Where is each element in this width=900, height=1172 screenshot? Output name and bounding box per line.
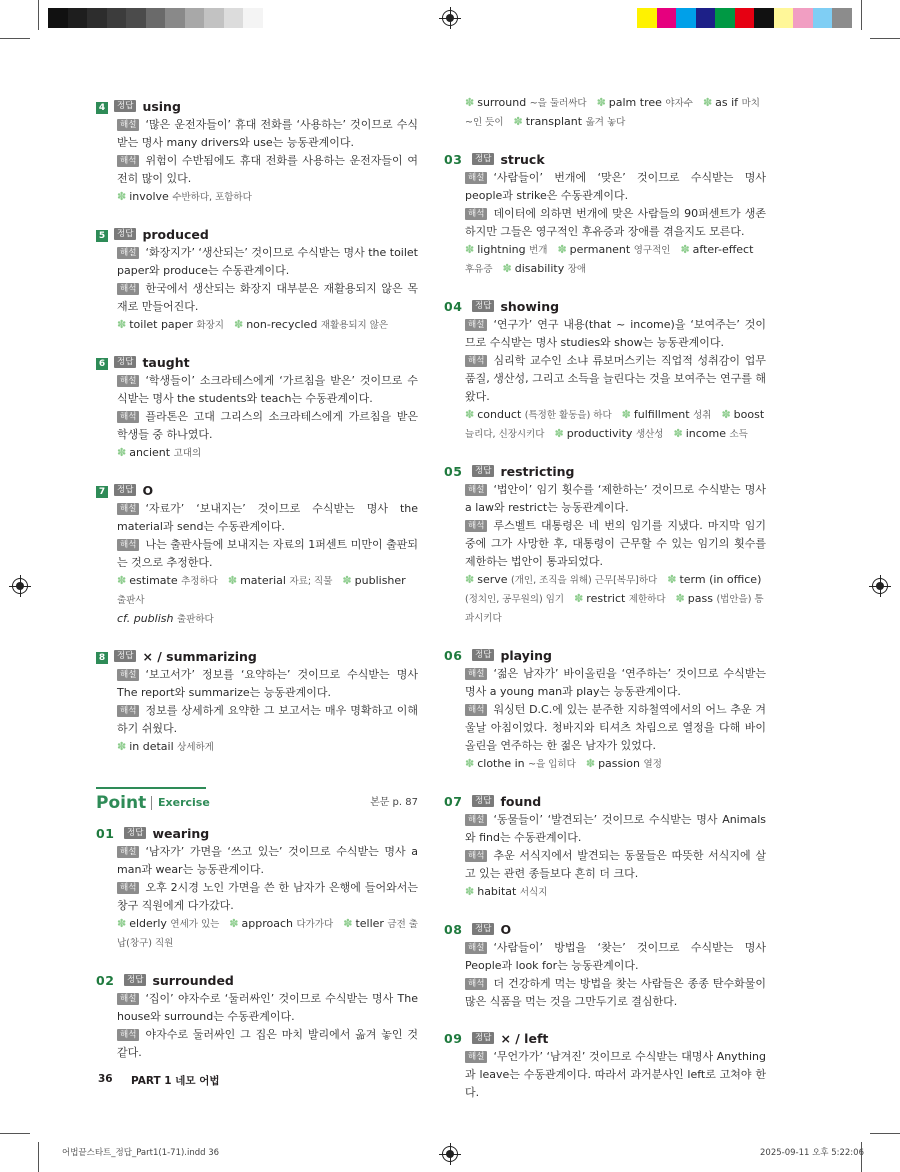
explanation-tag: 해설 <box>465 1051 487 1063</box>
answer-item <box>444 149 766 279</box>
translation: 해석 추운 서식지에서 발견되는 동물들은 따뜻한 서식지에 살고 있는 관련 종들보다 흔히 더 크다. <box>465 849 766 880</box>
vocab-star-icon: ✽ <box>117 740 127 753</box>
vocab-list <box>465 755 766 774</box>
vocab-word: boost <box>733 408 765 421</box>
vocab-star-icon: ✽ <box>557 243 567 256</box>
item-number: 05 <box>444 463 463 479</box>
answer-tag: 정답 <box>472 465 494 477</box>
answer-tag: 정답 <box>472 300 494 312</box>
vocab-star-icon: ✽ <box>117 917 127 930</box>
vocab-word: term (in office) <box>679 573 762 586</box>
vocab-star-icon: ✽ <box>585 757 596 770</box>
vocab-gloss: 번개 <box>529 245 548 256</box>
item-number: 06 <box>444 647 463 663</box>
answer-line <box>444 919 766 939</box>
translation-tag: 해석 <box>117 539 139 551</box>
answer-item <box>96 970 418 1062</box>
translation-tag: 해석 <box>117 411 139 423</box>
vocab-gloss: 장애 <box>567 264 587 275</box>
vocab-star-icon: ✽ <box>675 592 685 605</box>
vocab-list <box>117 316 418 335</box>
item-number-box: 8 <box>96 652 108 664</box>
vocab-word: non-recycled <box>246 318 321 331</box>
vocab-gloss: 수반하다, 포함하다 <box>172 192 252 203</box>
vocab-gloss: 열정 <box>643 759 662 770</box>
translation: 해석 나는 출판사들에 보내지는 자료의 1퍼센트 미만이 출판되는 것으로 추정한다. <box>117 538 418 569</box>
vocab-word: ancient <box>129 446 174 459</box>
crop-mark <box>870 38 900 39</box>
answer-item <box>444 1028 766 1102</box>
point-exercise-header <box>96 787 418 817</box>
translation-tag: 해석 <box>117 1029 139 1041</box>
vocab-gloss: (개인, 조직을 위해) 근무[복무]하다 <box>511 575 658 586</box>
answer-body <box>444 1048 766 1102</box>
explanation-tag: 해설 <box>465 668 487 680</box>
crop-mark <box>861 0 862 30</box>
answer-text: × / summarizing <box>142 648 257 664</box>
explanation-tag: 해설 <box>465 484 487 496</box>
vocab-gloss: 다가가다 <box>296 919 334 930</box>
explanation-tag: 해설 <box>117 993 139 1005</box>
translation: 해석 위험이 수반됨에도 휴대 전화를 사용하는 운전자들이 여전히 많이 있다. <box>117 154 418 185</box>
vocab-word: approach <box>241 917 297 930</box>
explanation: 해설 ‘보고서가’ 정보를 ‘요약하는’ 것이므로 수식받는 명사 The report와 summarize는 능동관계이다. <box>117 668 418 699</box>
answer-body <box>444 811 766 902</box>
vocab-star-icon: ✽ <box>229 917 239 930</box>
explanation: 해설 ‘집이’ 야자수로 ‘둘러싸인’ 것이므로 수식받는 명사 The house와 surround는 수동관계이다. <box>117 992 418 1023</box>
answer-item <box>444 296 766 444</box>
answer-tag: 정답 <box>114 228 136 240</box>
item-number <box>96 355 114 370</box>
color-swatch <box>715 8 735 28</box>
vocab-gloss: ~을 둘러싸다 <box>529 98 587 109</box>
cf-word: cf. publish <box>117 612 177 625</box>
vocab-word: habitat <box>477 885 520 898</box>
answer-tag: 정답 <box>124 827 146 839</box>
vocab-gloss: (정치인, 공무원의) 임기 <box>465 594 565 605</box>
answer-tag: 정답 <box>472 923 494 935</box>
vocab-word: income <box>685 427 730 440</box>
vocab-gloss: ~을 입히다 <box>528 759 576 770</box>
answer-line <box>444 461 766 481</box>
crop-mark <box>870 1133 900 1134</box>
item-number-box: 4 <box>96 102 108 114</box>
vocab-list <box>117 738 418 757</box>
answer-item <box>96 823 418 953</box>
vocab-star-icon: ✽ <box>342 574 352 587</box>
left-column <box>96 96 418 1079</box>
translation-tag: 해석 <box>465 520 487 532</box>
answer-text: produced <box>142 226 209 242</box>
answer-line <box>444 645 766 665</box>
vocab-star-icon: ✽ <box>465 573 475 586</box>
translation-tag: 해석 <box>465 978 487 990</box>
answer-text: restricting <box>500 463 575 479</box>
vocab-gloss: 추정하다 <box>181 576 218 587</box>
crop-mark <box>38 0 39 30</box>
translation-tag: 해석 <box>117 882 139 894</box>
explanation: 해설 ‘자료가’ ‘보내지는’ 것이므로 수식받는 명사 the material과 send는 수동관계이다. <box>117 502 418 533</box>
vocab-gloss: (법안을) 통과시키다 <box>465 594 764 624</box>
explanation-tag: 해설 <box>117 503 139 515</box>
answer-line <box>444 296 766 316</box>
answer-item <box>96 480 418 629</box>
answer-body <box>96 116 418 207</box>
translation-tag: 해석 <box>465 704 487 716</box>
translation-tag: 해석 <box>465 355 487 367</box>
vocab-star-icon: ✽ <box>574 592 584 605</box>
explanation: 해설 ‘동물들이’ ‘발견되는’ 것이므로 수식받는 명사 Animals와 find는 수동관계이다. <box>465 813 766 844</box>
vocab-gloss: 출판사 <box>117 595 145 606</box>
item-number <box>96 483 114 498</box>
slug-date: 2025-09-11 오후 5:22:06 <box>760 1148 864 1158</box>
vocab-star-icon: ✽ <box>702 96 713 109</box>
vocab-gloss: 화장지 <box>196 320 224 331</box>
vocab-gloss: 마치 ~인 듯이 <box>465 98 760 128</box>
cf-note <box>117 610 418 629</box>
crop-mark <box>38 1142 39 1172</box>
vocab-gloss: 소득 <box>729 429 748 440</box>
item-number-box: 7 <box>96 486 108 498</box>
gray-swatch <box>224 8 244 28</box>
vocab-word: permanent <box>569 243 634 256</box>
vocab-gloss: 옮겨 놓다 <box>585 117 626 128</box>
vocab-gloss: 상세하게 <box>177 742 214 753</box>
answer-item <box>96 646 418 757</box>
vocab-star-icon: ✽ <box>621 408 631 421</box>
answer-tag: 정답 <box>472 795 494 807</box>
answer-body <box>96 666 418 757</box>
vocab-word: estimate <box>129 574 182 587</box>
registration-mark-top <box>439 7 461 29</box>
vocab-star-icon: ✽ <box>227 574 238 587</box>
explanation-tag: 해설 <box>465 319 487 331</box>
translation: 해석 워싱턴 D.C.에 있는 분주한 지하철역에서의 어느 추운 겨울날 아침이었다. 청바지와 티셔츠 차림으로 열정을 다해 바이올린을 연주하는 한 젊은 남자가 있었다. <box>465 703 766 752</box>
vocab-gloss: 후유증 <box>465 264 493 275</box>
vocab-word: after-effect <box>692 243 754 256</box>
answer-item <box>96 96 418 207</box>
color-swatch <box>754 8 774 28</box>
vocab-word: pass <box>687 592 717 605</box>
vocab-gloss: 제한하다 <box>628 594 666 605</box>
item-number: 04 <box>444 298 463 314</box>
vocab-word: material <box>240 574 290 587</box>
answer-item <box>444 461 766 628</box>
answer-line <box>96 224 418 244</box>
vocab-star-icon: ✽ <box>465 96 475 109</box>
vocab-star-icon: ✽ <box>117 190 127 203</box>
item-number-box: 5 <box>96 230 108 242</box>
vocab-gloss: 영구적인 <box>633 245 671 256</box>
item-number: 07 <box>444 793 463 809</box>
vocab-word: lightning <box>477 243 530 256</box>
answer-item <box>96 224 418 335</box>
registration-mark-right <box>869 575 891 597</box>
slug-file-name: 어법끝스타트_정답_Part1(1-71).indd 36 <box>62 1148 220 1158</box>
vocab-word: palm tree <box>608 96 666 109</box>
answer-body <box>444 665 766 774</box>
explanation: 해설 ‘연구가’ 연구 내용(that ~ income)을 ‘보여주는’ 것이므로 수식받는 명사 studies와 show는 능동관계이다. <box>465 318 766 349</box>
explanation-tag: 해설 <box>117 119 139 131</box>
explanation: 해설 ‘사람들이’ 번개에 ‘맞은’ 것이므로 수식받는 명사 people과 strike은 수동관계이다. <box>465 171 766 202</box>
vocab-star-icon: ✽ <box>117 574 127 587</box>
translation: 해석 한국에서 생산되는 화장지 대부분은 재활용되지 않은 목재로 만들어진다. <box>117 282 418 313</box>
translation: 해석 정보를 상세하게 요약한 그 보고서는 매우 명확하고 이해하기 쉬웠다. <box>117 704 418 735</box>
answer-line <box>96 96 418 116</box>
answer-line <box>96 480 418 500</box>
vocab-star-icon: ✽ <box>554 427 564 440</box>
translation: 해석 데이터에 의하면 번개에 맞은 사람들의 90퍼센트가 생존하지만 그들은 영구적인 후유증과 장애를 겪을지도 모른다. <box>465 207 766 238</box>
cf-gloss: 출판하다 <box>176 614 214 625</box>
answer-body <box>444 169 766 279</box>
vocab-gloss: 금전 출납(창구) 직원 <box>117 919 418 949</box>
vocab-word: clothe in <box>477 757 529 770</box>
explanation: 해설 ‘법안이’ 임기 횟수를 ‘제한하는’ 것이므로 수식받는 명사 a law와 restrict는 능동관계이다. <box>465 483 766 514</box>
item-number: 09 <box>444 1030 463 1046</box>
item-number <box>96 649 114 664</box>
vocab-gloss: 성취 <box>693 410 712 421</box>
vocab-star-icon: ✽ <box>117 446 127 459</box>
answer-body <box>96 244 418 335</box>
vocab-gloss: 자료; 직물 <box>289 576 333 587</box>
answer-tag: 정답 <box>114 484 136 496</box>
answer-tag: 정답 <box>472 649 494 661</box>
translation-tag: 해석 <box>117 155 139 167</box>
crop-mark <box>0 1133 30 1134</box>
item-number-box: 6 <box>96 358 108 370</box>
answer-tag: 정답 <box>472 1032 494 1044</box>
answer-line <box>96 823 418 843</box>
explanation: 해설 ‘많은 운전자들이’ 휴대 전화를 ‘사용하는’ 것이므로 수식받는 명사 many drivers와 use는 능동관계이다. <box>117 118 418 149</box>
answer-tag: 정답 <box>472 153 494 165</box>
answer-body <box>96 990 418 1062</box>
gray-swatch <box>165 8 185 28</box>
explanation-tag: 해설 <box>465 172 487 184</box>
vocab-star-icon: ✽ <box>465 243 475 256</box>
crop-mark <box>0 38 30 39</box>
item-number: 01 <box>96 825 115 841</box>
answer-line <box>96 970 418 990</box>
answer-body <box>444 481 766 628</box>
explanation-tag: 해설 <box>465 942 487 954</box>
vocab-list <box>465 571 766 628</box>
answer-tag: 정답 <box>114 100 136 112</box>
vocab-word: passion <box>598 757 644 770</box>
translation: 해석 오후 2시경 노인 가면을 쓴 한 남자가 은행에 들어와서는 창구 직원에게 다가갔다. <box>117 881 418 912</box>
vocab-word: involve <box>129 190 173 203</box>
part-label: PART 1 네모 어법 <box>131 1075 220 1087</box>
explanation: 해설 ‘무언가가’ ‘남겨진’ 것이므로 수식받는 대명사 Anything과 leave는 수동관계이다. 따라서 과거분사인 left로 고쳐야 한다. <box>465 1050 766 1099</box>
vocab-list <box>117 915 418 953</box>
color-calibration-bar <box>637 8 852 28</box>
gray-swatch <box>107 8 127 28</box>
vocab-star-icon: ✽ <box>233 318 244 331</box>
translation-tag: 해석 <box>117 283 139 295</box>
answer-body <box>444 316 766 444</box>
item-number <box>96 99 114 114</box>
item-number: 03 <box>444 151 463 167</box>
vocab-gloss: 늘리다, 신장시키다 <box>465 429 545 440</box>
translation: 해석 심리학 교수인 소냐 류보머스키는 직업적 성취감이 업무 품질, 생산성, 그리고 소득을 늘린다는 것을 보여주는 연구를 해왔다. <box>465 354 766 403</box>
color-swatch <box>696 8 716 28</box>
explanation-tag: 해설 <box>117 247 139 259</box>
answer-text: O <box>500 921 512 937</box>
answer-line <box>96 352 418 372</box>
vocab-gloss: (특정한 활동을) 하다 <box>524 410 612 421</box>
color-swatch <box>813 8 833 28</box>
item-number: 02 <box>96 972 115 988</box>
registration-mark-left <box>9 575 31 597</box>
explanation: 해설 ‘남자가’ 가면을 ‘쓰고 있는’ 것이므로 수식받는 명사 a man과 wear는 능동관계이다. <box>117 845 418 876</box>
vocab-star-icon: ✽ <box>117 318 127 331</box>
vocab-star-icon: ✽ <box>343 917 353 930</box>
vocab-gloss: 고대의 <box>173 448 202 459</box>
point-title: Point <box>96 793 147 813</box>
translation: 해석 플라톤은 고대 그리스의 소크라테스에게 가르침을 받은 학생들 중 하나였다. <box>117 410 418 441</box>
vocab-gloss: 서식지 <box>519 887 548 898</box>
vocab-star-icon: ✽ <box>465 408 475 421</box>
answer-text: surrounded <box>152 972 234 988</box>
translation: 해석 더 건강하게 먹는 방법을 찾는 사람들은 종종 탄수화물이 많은 식품을 먹는 것을 그만두기로 결심한다. <box>465 977 766 1008</box>
vocab-star-icon: ✽ <box>465 757 475 770</box>
vocab-gloss: 야자수 <box>665 98 693 109</box>
answer-text: playing <box>500 647 552 663</box>
explanation-tag: 해설 <box>117 669 139 681</box>
vocab-word: in detail <box>129 740 178 753</box>
vocab-word: toilet paper <box>129 318 197 331</box>
answer-line <box>444 791 766 811</box>
gray-calibration-bar <box>48 8 263 28</box>
registration-mark-bottom <box>439 1143 461 1165</box>
answer-text: taught <box>142 354 190 370</box>
explanation-tag: 해설 <box>117 375 139 387</box>
vocab-word: elderly <box>129 917 171 930</box>
item-number: 08 <box>444 921 463 937</box>
explanation: 해설 ‘사람들이’ 방법을 ‘찾는’ 것이므로 수식받는 명사 People과 look for는 능동관계이다. <box>465 941 766 972</box>
vocab-list <box>117 572 418 610</box>
answer-item <box>444 919 766 1011</box>
answer-tag: 정답 <box>114 356 136 368</box>
vocab-word: serve <box>477 573 512 586</box>
answer-tag: 정답 <box>114 650 136 662</box>
answer-line <box>444 1028 766 1048</box>
vocab-word: publisher <box>354 574 406 587</box>
answer-body <box>96 372 418 463</box>
explanation: 해설 ‘학생들이’ 소크라테스에게 ‘가르침을 받은’ 것이므로 수식받는 명사 the students와 teach는 수동관계이다. <box>117 374 418 405</box>
explanation: 해설 ‘젊은 남자가’ 바이올린을 ‘연주하는’ 것이므로 수식받는 명사 a young man과 play는 능동관계이다. <box>465 667 766 698</box>
gray-swatch <box>204 8 224 28</box>
vocab-gloss: 생산성 <box>635 429 664 440</box>
vocab-star-icon: ✽ <box>596 96 606 109</box>
answer-text: found <box>500 793 542 809</box>
answer-line <box>444 149 766 169</box>
vocab-star-icon: ✽ <box>680 243 690 256</box>
vocab-word: teller <box>355 917 388 930</box>
vocab-word: productivity <box>566 427 636 440</box>
vocab-list <box>117 188 418 207</box>
vocab-list <box>465 241 766 279</box>
answer-item <box>444 791 766 902</box>
answer-body <box>96 500 418 629</box>
color-swatch <box>637 8 657 28</box>
color-swatch <box>676 8 696 28</box>
vocab-word: fulfillment <box>633 408 694 421</box>
item-number <box>96 227 114 242</box>
vocab-list <box>465 883 766 902</box>
vocab-star-icon: ✽ <box>513 115 523 128</box>
gray-swatch <box>146 8 166 28</box>
page-reference: 본문 p. 87 <box>370 797 418 808</box>
vocab-star-icon: ✽ <box>502 262 512 275</box>
answer-body <box>444 939 766 1011</box>
vocab-list <box>465 406 766 444</box>
answer-text: wearing <box>152 825 210 841</box>
vocab-word: transplant <box>525 115 586 128</box>
vocab-gloss: 재활용되지 않은 <box>320 320 389 331</box>
page-number: 36 <box>98 1073 113 1085</box>
color-swatch <box>657 8 677 28</box>
vocab-list <box>117 444 418 463</box>
vocab-star-icon: ✽ <box>721 408 731 421</box>
gray-swatch <box>68 8 88 28</box>
color-swatch <box>832 8 852 28</box>
color-swatch <box>735 8 755 28</box>
explanation-tag: 해설 <box>117 846 139 858</box>
point-subtitle: Exercise <box>158 796 210 809</box>
answer-item <box>96 352 418 463</box>
answer-text: struck <box>500 151 545 167</box>
vocab-word: restrict <box>586 592 629 605</box>
answer-text: O <box>142 482 154 498</box>
translation: 해석 야자수로 둘러싸인 그 집은 마치 발리에서 옮겨 놓인 것 같다. <box>117 1028 418 1059</box>
explanation-tag: 해설 <box>465 814 487 826</box>
vocab-word: disability <box>514 262 568 275</box>
translation: 해석 루스벨트 대통령은 네 번의 임기를 지냈다. 마지막 임기 중에 그가 사망한 후, 대통령이 근무할 수 있는 임기의 횟수를 제한하는 법안이 통과되었다. <box>465 519 766 568</box>
vocab-star-icon: ✽ <box>465 885 475 898</box>
gray-swatch <box>126 8 146 28</box>
gray-swatch <box>185 8 205 28</box>
answer-body <box>96 843 418 953</box>
gray-swatch <box>243 8 263 28</box>
answer-text: × / left <box>500 1030 549 1046</box>
gray-swatch <box>48 8 68 28</box>
answer-item <box>444 645 766 774</box>
translation-tag: 해석 <box>117 705 139 717</box>
answer-line <box>96 646 418 666</box>
vocab-word: surround <box>477 96 530 109</box>
translation-tag: 해석 <box>465 208 487 220</box>
explanation: 해설 ‘화장지가’ ‘생산되는’ 것이므로 수식받는 명사 the toilet paper와 produce는 수동관계이다. <box>117 246 418 277</box>
color-swatch <box>793 8 813 28</box>
continued-vocab <box>444 94 766 132</box>
gray-swatch <box>87 8 107 28</box>
vocab-word: conduct <box>477 408 525 421</box>
answer-text: using <box>142 98 181 114</box>
answer-tag: 정답 <box>124 974 146 986</box>
vocab-star-icon: ✽ <box>673 427 683 440</box>
vocab-gloss: 연세가 있는 <box>170 919 220 930</box>
vocab-word: as if <box>715 96 742 109</box>
answer-text: showing <box>500 298 560 314</box>
translation-tag: 해석 <box>465 850 487 862</box>
color-swatch <box>774 8 794 28</box>
right-column <box>444 96 766 1119</box>
vocab-star-icon: ✽ <box>667 573 677 586</box>
